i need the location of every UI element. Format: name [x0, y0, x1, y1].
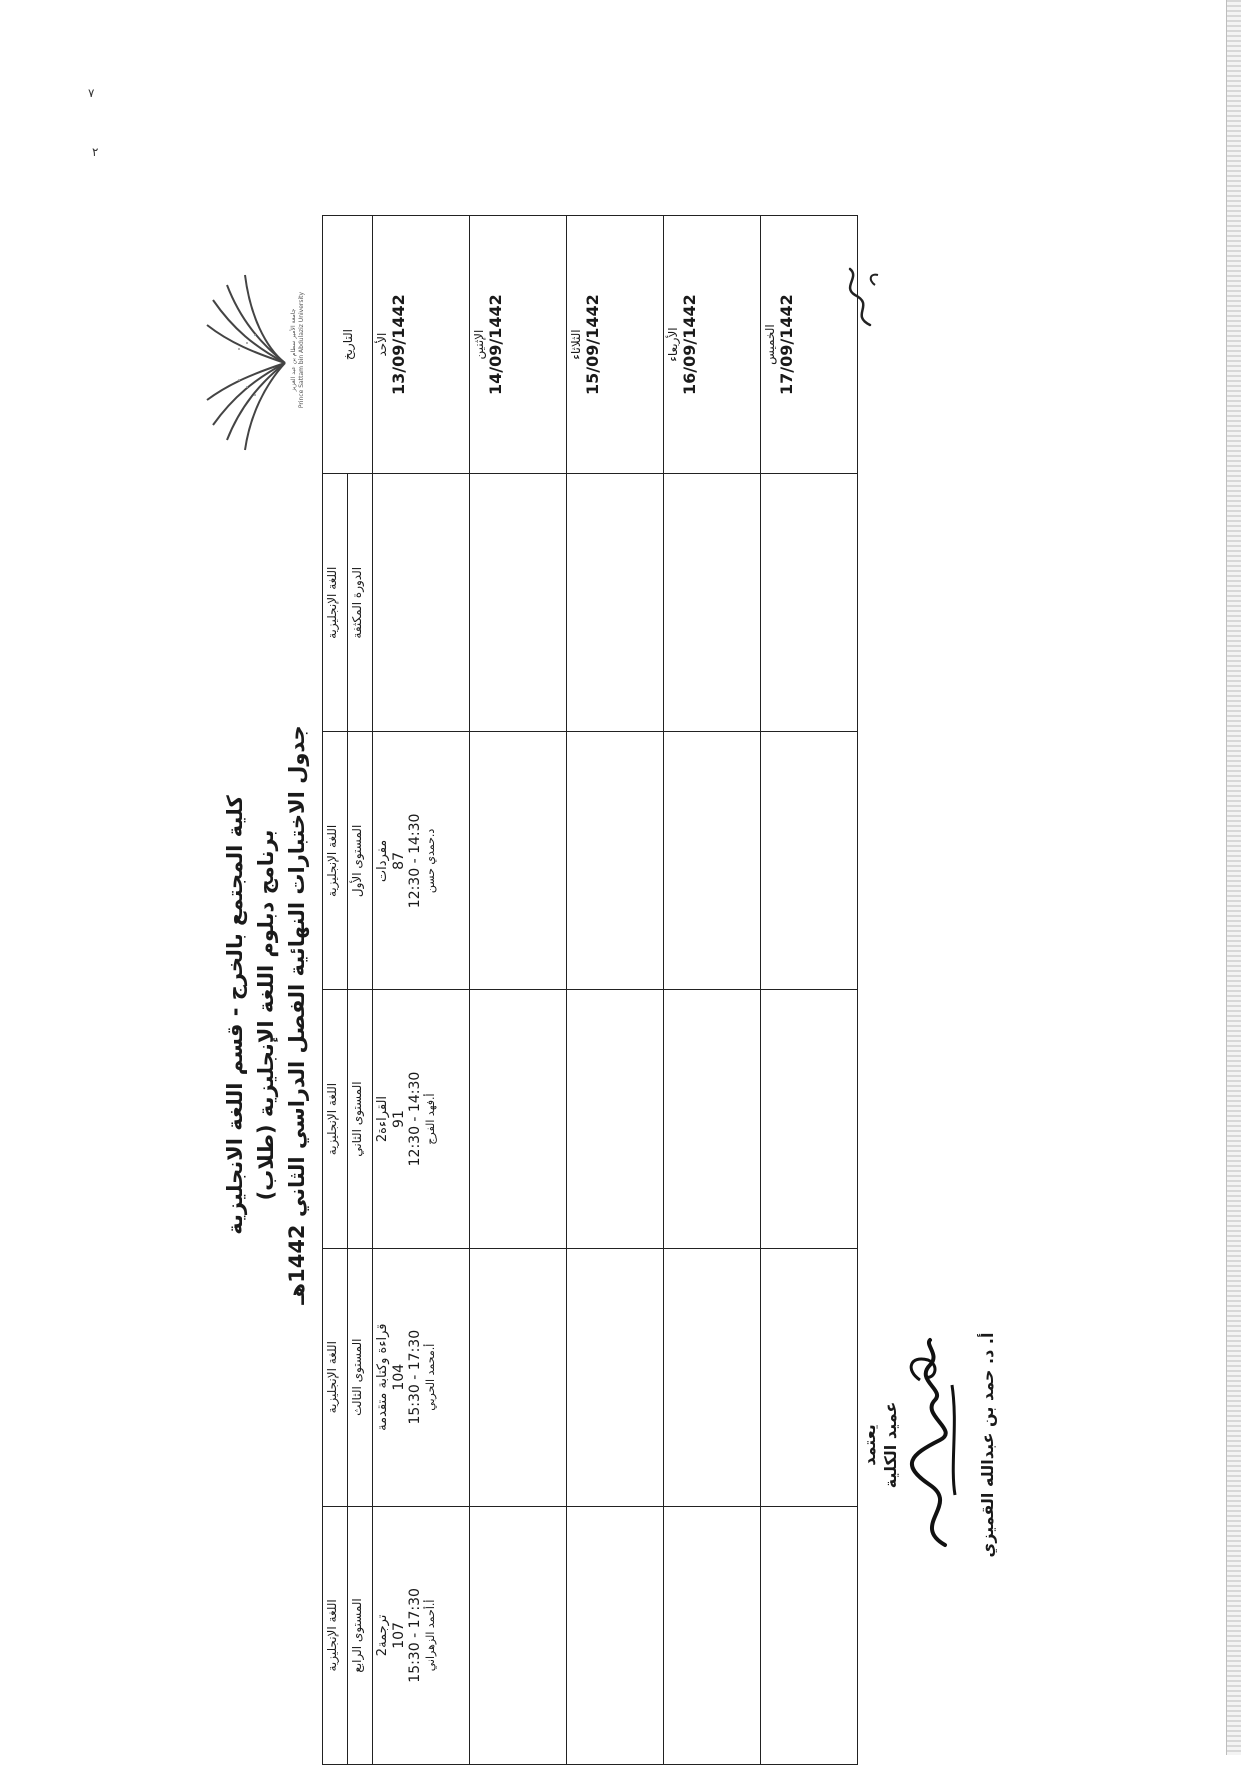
column-subject: اللغة الإنجليزية	[323, 1248, 348, 1506]
exam-cell-empty	[567, 990, 664, 1248]
exam-cell-empty	[567, 1506, 664, 1764]
exam-schedule-table	[322, 215, 842, 1765]
exam-cell-empty	[664, 732, 761, 990]
rotated-document	[220, 265, 1070, 1765]
column-level: الدورة المكثفة	[348, 474, 373, 732]
column-level: المستوى الرابع	[348, 1506, 373, 1764]
exam-cell: قراءة وكتابة متقدمة 104 15:30 - 17:30 أ.محمد الحربي	[373, 1248, 470, 1506]
exam-cell-empty	[567, 1248, 664, 1506]
approval-label: يعتمد	[860, 1424, 879, 1466]
exam-cell-empty	[470, 474, 567, 732]
page-mark: ٢	[92, 145, 99, 159]
header-line-schedule: جدول الاختبارات النهائية الفصل الدراسي الثاني 1442هـ	[285, 725, 309, 1305]
column-subject: اللغة الإنجليزية	[323, 474, 348, 732]
university-logo-icon	[205, 270, 293, 455]
page-mark: ٧	[88, 86, 95, 100]
exam-cell-empty	[664, 990, 761, 1248]
column-subject: اللغة الإنجليزية	[323, 1506, 348, 1764]
exam-cell-empty	[567, 474, 664, 732]
column-level: المستوى الثالث	[348, 1248, 373, 1506]
date-cell: الإثنين 14/09/1442	[470, 216, 567, 474]
table-row	[761, 216, 858, 1765]
exam-cell-empty	[761, 1506, 858, 1764]
exam-cell-empty	[761, 1248, 858, 1506]
exam-cell-empty	[470, 732, 567, 990]
approval-title: عميد الكلية	[881, 1401, 900, 1489]
exam-cell-empty	[761, 732, 858, 990]
date-cell: الخميس 17/09/1442	[761, 216, 858, 474]
exam-cell: مفردات 87 12:30 - 14:30 د.حمدي حسن	[373, 732, 470, 990]
exam-cell: القراءة2 91 12:30 - 14:30 أ.فهد الفرج	[373, 990, 470, 1248]
dean-name: أ. د. حمد بن عبدالله القميزي	[978, 1332, 997, 1558]
table-row	[373, 216, 470, 1765]
exam-cell-empty	[664, 1248, 761, 1506]
scan-edge	[1226, 0, 1241, 1755]
approval-block	[860, 1265, 1020, 1625]
exam-cell-empty	[761, 474, 858, 732]
table-row	[567, 216, 664, 1765]
table-row	[470, 216, 567, 1765]
table-header-row	[323, 216, 348, 1765]
exam-cell: ترجمة2 107 15:30 - 17:30 أ.أحمد الزهراني	[373, 1506, 470, 1764]
date-column-header: التاريخ	[323, 216, 373, 474]
header-line-college: كلية المجتمع بالخرج - قسم اللغة الانجليزية	[223, 795, 247, 1235]
column-subject: اللغة الإنجليزية	[323, 732, 348, 990]
exam-cell-empty	[373, 474, 470, 732]
column-level: المستوى الثاني	[348, 990, 373, 1248]
exam-cell-empty	[470, 1248, 567, 1506]
dean-signature	[900, 1335, 970, 1555]
exam-cell-empty	[470, 990, 567, 1248]
date-cell: الأربعاء 16/09/1442	[664, 216, 761, 474]
logo-caption: جامعة الأمير سطام بن عبد العزيز Prince Sattam bin Abdulaziz University	[290, 291, 305, 409]
initials-signature	[830, 255, 890, 335]
exam-cell-empty	[664, 1506, 761, 1764]
table-row	[664, 216, 761, 1765]
exam-cell-empty	[664, 474, 761, 732]
exam-cell-empty	[567, 732, 664, 990]
date-cell: الأحد 13/09/1442	[373, 216, 470, 474]
date-cell: الثلاثاء 15/09/1442	[567, 216, 664, 474]
exam-cell-empty	[761, 990, 858, 1248]
document-header	[220, 715, 320, 1315]
column-level: المستوى الأول	[348, 732, 373, 990]
exam-cell-empty	[470, 1506, 567, 1764]
header-line-program: برنامج دبلوم اللغة الإنجليزية (طلاب)	[254, 829, 278, 1201]
column-subject: اللغة الإنجليزية	[323, 990, 348, 1248]
